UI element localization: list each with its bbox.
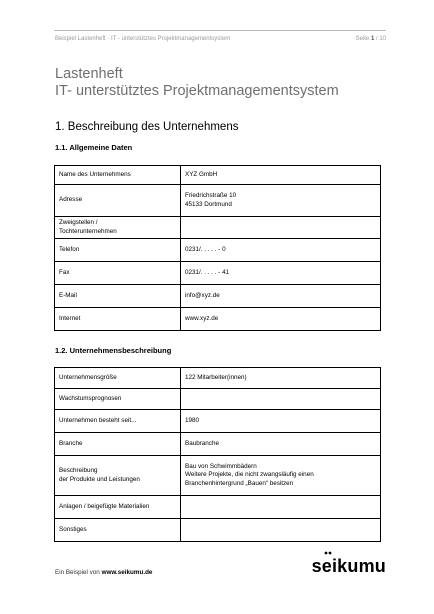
row-label: E-Mail bbox=[55, 285, 181, 308]
row-label: Sonstiges bbox=[55, 519, 181, 542]
address-city: 45133 Dortmund bbox=[185, 200, 232, 208]
label-line: Tochterunternehmen bbox=[59, 227, 117, 235]
footer-note bbox=[55, 569, 152, 576]
table-row bbox=[55, 519, 381, 542]
row-value bbox=[181, 496, 381, 519]
table-row bbox=[55, 456, 381, 496]
footer-prefix: Ein Beispiel von bbox=[55, 569, 102, 576]
row-label: Fax bbox=[55, 262, 181, 285]
general-data-table bbox=[54, 165, 381, 331]
row-value: 0231/. . . . . - 41 bbox=[181, 262, 381, 285]
document-title bbox=[55, 66, 339, 100]
row-label: Unternehmen besteht seit... bbox=[55, 410, 181, 433]
row-label bbox=[55, 456, 181, 496]
table-row bbox=[55, 285, 381, 308]
row-label: Internet bbox=[55, 308, 181, 331]
table-row bbox=[55, 166, 381, 185]
row-label: Wachstumsprognosen bbox=[55, 389, 181, 410]
table-row bbox=[55, 410, 381, 433]
row-value bbox=[181, 217, 381, 239]
page-indicator bbox=[356, 36, 386, 42]
footer-link[interactable]: www.seikumu.de bbox=[101, 569, 153, 576]
row-label: Branche bbox=[55, 433, 181, 456]
title-line-2: IT- unterstütztes Projektmanagementsystem bbox=[55, 83, 339, 99]
row-label: Name des Unternehmens bbox=[55, 166, 181, 185]
row-value: Baubranche bbox=[181, 433, 381, 456]
logo-text: seikumu bbox=[311, 556, 386, 576]
company-description-table bbox=[54, 367, 381, 542]
label-line: Zweigstellen / bbox=[59, 219, 98, 227]
seikumu-logo bbox=[312, 556, 386, 577]
section-heading-1: 1. Beschreibung des Unternehmens bbox=[55, 121, 239, 133]
page-label: Seite bbox=[355, 36, 370, 42]
value-line: Bau von Schwimmbädern bbox=[185, 463, 257, 471]
label-line: der Produkte und Leistungen bbox=[59, 475, 140, 483]
page-separator: / bbox=[375, 36, 378, 42]
row-value: 0231/. . . . . - 0 bbox=[181, 239, 381, 262]
page-number: 1 bbox=[370, 36, 375, 42]
table-row bbox=[55, 217, 381, 239]
row-label: Telefon bbox=[55, 239, 181, 262]
row-value: XYZ GmbH bbox=[181, 166, 381, 185]
row-label bbox=[55, 217, 181, 239]
table-row bbox=[55, 239, 381, 262]
row-value: info@xyz.de bbox=[181, 285, 381, 308]
section-heading-1-1: 1.1. Allgemeine Daten bbox=[55, 143, 133, 152]
address-street: Friedrichstraße 10 bbox=[185, 192, 237, 200]
row-value bbox=[181, 389, 381, 410]
title-line-1: Lastenheft bbox=[55, 66, 123, 82]
row-label: Adresse bbox=[55, 185, 181, 217]
table-row bbox=[55, 389, 381, 410]
row-value bbox=[181, 185, 381, 217]
row-label: Unternehmensgröße bbox=[55, 368, 181, 389]
value-line: Weitere Projekte, die nicht zwangsläufig einen bbox=[185, 471, 314, 479]
running-header: Beispiel Lastenheft · IT - unterstütztes Projektmanagementsystem bbox=[55, 36, 231, 42]
row-value: 1980 bbox=[181, 410, 381, 433]
row-label: Anlagen / beigefügte Materialien bbox=[55, 496, 181, 519]
table-row bbox=[55, 262, 381, 285]
section-heading-1-2: 1.2. Unternehmensbeschreibung bbox=[55, 346, 172, 355]
table-row bbox=[55, 496, 381, 519]
page-total: 10 bbox=[379, 36, 386, 42]
row-value bbox=[181, 456, 381, 496]
value-line: Branchenhintergrund „Bauen“ besitzen bbox=[185, 479, 294, 487]
header-rule bbox=[54, 30, 386, 31]
row-value: 122 Mitarbeiter(innen) bbox=[181, 368, 381, 389]
table-row bbox=[55, 308, 381, 331]
table-row bbox=[55, 185, 381, 217]
logo-accent-icon bbox=[324, 550, 332, 556]
table-row bbox=[55, 368, 381, 389]
row-value: www.xyz.de bbox=[181, 308, 381, 331]
table-row bbox=[55, 433, 381, 456]
row-value bbox=[181, 519, 381, 542]
label-line: Beschreibung bbox=[59, 467, 98, 475]
